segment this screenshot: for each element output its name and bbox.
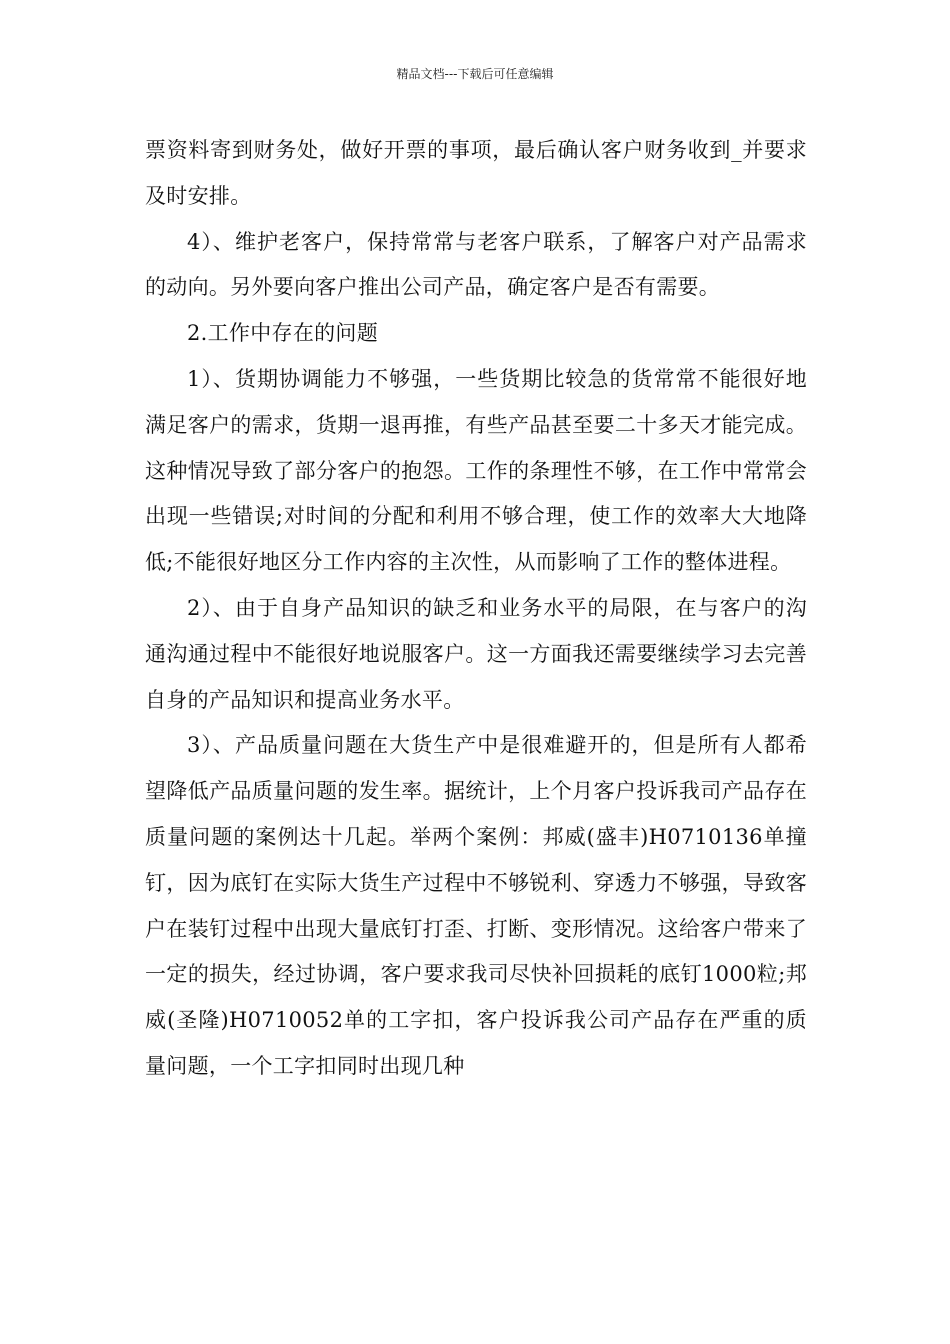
paragraph-2: 4）、维护老客户，保持常常与老客户联系，了解客户对产品需求的动向。另外要向客户推出公司产品，确定客户是否有需要。 — [145, 229, 807, 300]
page-header: 精品文档---下载后可任意编辑 — [396, 67, 554, 81]
paragraph-1: 票资料寄到财务处，做好开票的事项，最后确认客户财务收到_并要求及时安排。 — [145, 138, 807, 208]
paragraph-3: 1）、货期协调能力不够强，一些货期比较急的货常常不能很好地满足客户的需求，货期一退再推，有些产品甚至要二十多天才能完成。这种情况导致了部分客户的抱怨。工作的条理性不够，在工作中常常会出现一些错误;对时间的分配和利用不够合理，使工作的效率大大地降低;不能很好地区分工作内容的主次性，从而影响了工作的整体进程。 — [145, 366, 807, 575]
document-body — [145, 128, 807, 1090]
paragraph-5: 3）、产品质量问题在大货生产中是很难避开的，但是所有人都希望降低产品质量问题的发生率。据统计，上个月客户投诉我司产品存在质量问题的案例达十几起。举两个案例：邦威(盛丰)H0710136单撞钉，因为底钉在实际大货生产过程中不够锐利、穿透力不够强，导致客户在装钉过程中出现大量底钉打歪、打断、变形情况。这给客户带来了一定的损失，经过协调，客户要求我司尽快补回损耗的底钉1000粒;邦威(圣隆)H0710052单的工字扣，客户投诉我公司产品存在严重的质量问题，一个工字扣同时出现几种 — [145, 733, 807, 1078]
section-heading: 2.工作中存在的问题 — [187, 321, 379, 346]
paragraph-4: 2）、由于自身产品知识的缺乏和业务水平的局限，在与客户的沟通沟通过程中不能很好地说服客户。这一方面我还需要继续学习去完善自身的产品知识和提高业务水平。 — [145, 595, 807, 712]
